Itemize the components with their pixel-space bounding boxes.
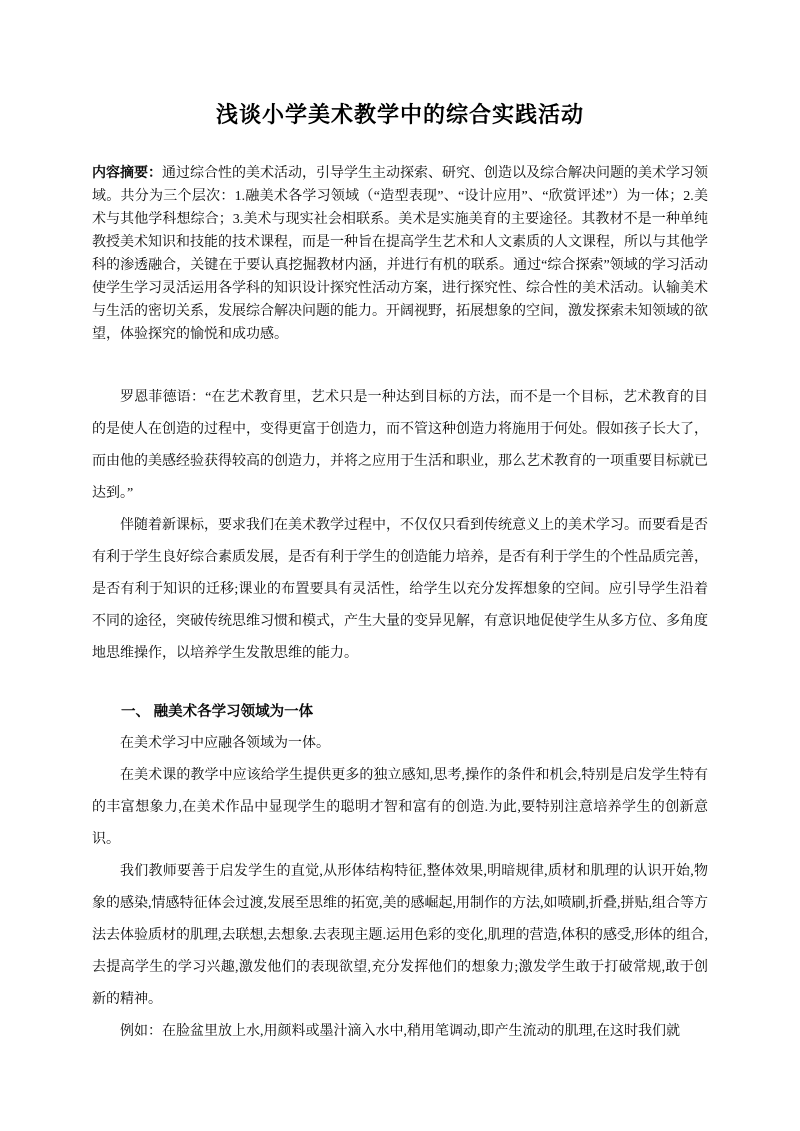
paragraph-example-basin: 例如：在脸盆里放上水,用颜料或墨汁滴入水中,稍用笔调动,即产生流动的肌理,在这时我们就 [120, 1024, 680, 1039]
document-title: 浅谈小学美术教学中的综合实践活动 [215, 102, 584, 127]
section-heading-1: 一、 融美术各学习领域为一体 [121, 704, 314, 720]
paragraph-section1-intro: 在美术学习中应融各领域为一体。 [120, 736, 330, 751]
paragraph-new-curriculum: 伴随着新课标，要求我们在美术教学过程中，不仅仅只看到传统意义上的美术学习。而要看是否有利于学生良好综合素质发展，是否有利于学生的创造能力培养，是否有利于学生的个性品质完善，是否有利于知识的迁移;课业的布置要具有灵活性，给学生以充分发挥想象的空间。应引导学生沿着不同的途径，突破传统思维习惯和模式，产生大量的变异见解，有意识地促使学生从多方位、多角度地思维操作，以培养学生发散思维的能力。 [92, 518, 708, 661]
abstract-paragraph [92, 162, 708, 346]
abstract-text: 通过综合性的美术活动，引导学生主动探索、研究、创造以及综合解决问题的美术学习领域。共分为三个层次：1.融美术各学习领域（“造型表现”、“设计应用”、“欣赏评述”）为一体；2.美术与其他学科想综合；3.美术与现实社会相联系。美术是实施美育的主要途径。其教材不是一种单纯教授美术知识和技能的技术课程，而是一种旨在提高学生艺术和人文素质的人文课程，所以与其他学科的渗透融合，关键在于要认真挖掘教材内涵，并进行有机的联系。通过“综合探索”领域的学习活动使学生学习灵活运用各学科的知识设计探究性活动方案，进行探究性、综合性的美术活动。认输美术与生活的密切关系，发展综合解决问题的能力。开阔视野，拓展想象的空间，激发探索未知领域的欲望，体验探究的愉悦和成功感。 [92, 166, 708, 342]
paragraph-quote-lowenfeld: 罗恩菲德语：“在艺术教育里，艺术只是一种达到目标的方法，而不是一个目标，艺术教育的目的是使人在创造的过程中，变得更富于创造力，而不管这种创造力将施用于何处。假如孩子长大了，而由他的美感经验获得较高的创造力，并将之应用于生活和职业，那么艺术教育的一项重要目标就已达到。” [92, 390, 708, 501]
paragraph-teacher-guidance: 我们教师要善于启发学生的直觉,从形体结构特征,整体效果,明暗规律,质材和肌理的认识开始,物象的感染,情感特征体会过渡,发展至思维的拓宽,美的感崛起,用制作的方法,如喷刷,折叠,拼贴,组合等方法去体验质材的肌理,去联想,去想象.去表现主题.运用色彩的变化,肌理的营造,体积的感受,形体的组合,去提高学生的学习兴趣,激发他们的表现欲望,充分发挥他们的想象力;激发学生敢于打破常规,敢于创新的精神。 [92, 864, 708, 1007]
abstract-label: 内容摘要： [92, 166, 162, 181]
paragraph-independent-perception: 在美术课的教学中应该给学生提供更多的独立感知,思考,操作的条件和机会,特别是启发学生特有的丰富想象力,在美术作品中显现学生的聪明才智和富有的创造.为此,要特别注意培养学生的创新意识。 [92, 768, 708, 847]
